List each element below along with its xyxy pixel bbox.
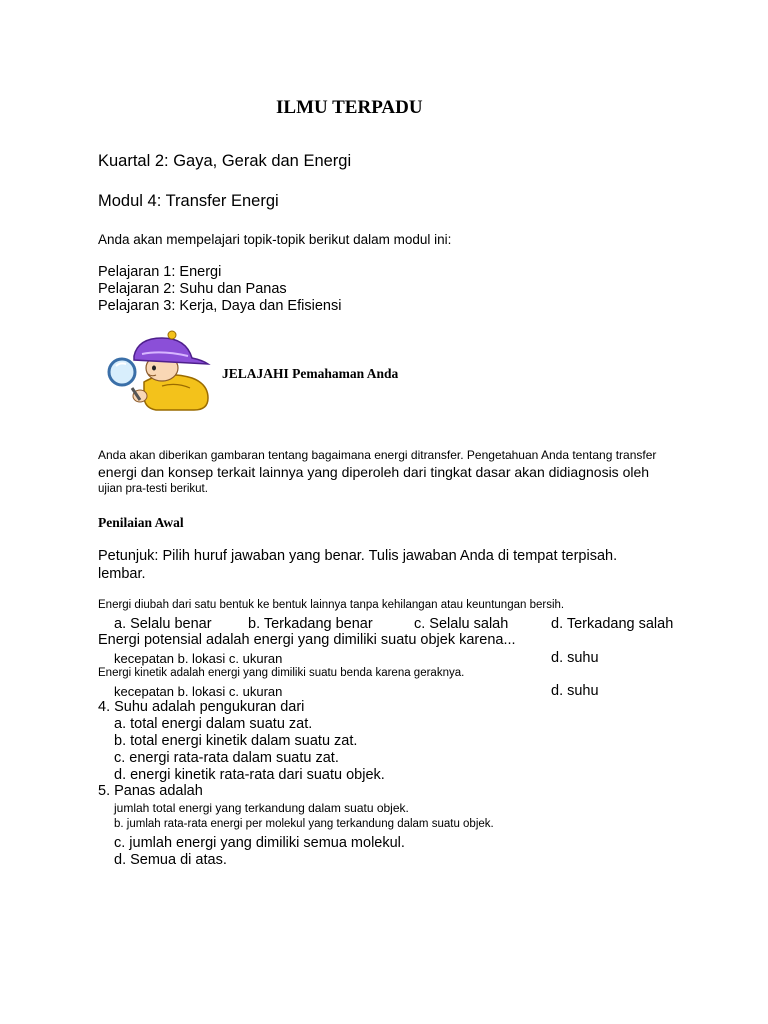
- option-a: a. total energi dalam suatu zat.: [114, 716, 313, 732]
- option-d: d. energi kinetik rata-rata dari suatu objek.: [114, 767, 385, 783]
- explore-heading: JELAJAHI Pemahaman Anda: [222, 366, 399, 381]
- document-title: ILMU TERPADU: [276, 97, 423, 118]
- option-d: d. suhu: [551, 683, 599, 699]
- lesson-item: Pelajaran 2: Suhu dan Panas: [98, 281, 287, 297]
- option-c: c. jumlah energi yang dimiliki semua molekul.: [114, 835, 405, 851]
- question-text: 4. Suhu adalah pengukuran dari: [98, 699, 305, 715]
- option-c: c. Selalu salah: [414, 616, 509, 632]
- option-b: b. total energi kinetik dalam suatu zat.: [114, 733, 358, 749]
- description-line: energi dan konsep terkait lainnya yang diperoleh dari tingkat dasar akan didiagnosis oleh: [98, 464, 650, 480]
- instructions-line: lembar.: [98, 566, 146, 582]
- question-text: Energi diubah dari satu bentuk ke bentuk lainnya tanpa kehilangan atau keuntungan bersih.: [98, 599, 565, 611]
- option-a: a. Selalu benar: [114, 616, 212, 632]
- module-heading: Modul 4: Transfer Energi: [98, 192, 279, 210]
- option-d: d. Semua di atas.: [114, 852, 227, 868]
- description-line: Anda akan diberikan gambaran tentang bagaimana energi ditransfer. Pengetahuan Anda tentang transfer: [98, 448, 657, 462]
- instructions-line: Petunjuk: Pilih huruf jawaban yang benar. Tulis jawaban Anda di tempat terpisah.: [98, 548, 618, 564]
- option-b: b. jumlah rata-rata energi per molekul yang terkandung dalam suatu objek.: [114, 818, 494, 830]
- options-abc: kecepatan b. lokasi c. ukuran: [114, 651, 283, 666]
- lesson-item: Pelajaran 3: Kerja, Daya dan Efisiensi: [98, 298, 342, 314]
- lesson-item: Pelajaran 1: Energi: [98, 264, 222, 280]
- option-c: c. energi rata-rata dalam suatu zat.: [114, 750, 339, 766]
- option-a: jumlah total energi yang terkandung dalam suatu objek.: [114, 801, 409, 815]
- question-text: Energi potensial adalah energi yang dimiliki suatu objek karena...: [98, 632, 516, 648]
- options-abc: kecepatan b. lokasi c. ukuran: [114, 684, 283, 699]
- description-line: ujian pra-testi berikut.: [98, 483, 208, 495]
- assessment-heading: Penilaian Awal: [98, 515, 184, 530]
- detective-magnifier-icon: [104, 330, 216, 412]
- intro-text: Anda akan mempelajari topik-topik berikut dalam modul ini:: [98, 232, 452, 247]
- quarter-heading: Kuartal 2: Gaya, Gerak dan Energi: [98, 152, 352, 170]
- option-d: d. suhu: [551, 650, 599, 666]
- option-b: b. Terkadang benar: [248, 616, 373, 632]
- question-text: Energi kinetik adalah energi yang dimiliki suatu benda karena geraknya.: [98, 667, 465, 679]
- option-d: d. Terkadang salah: [551, 616, 674, 632]
- question-text: 5. Panas adalah: [98, 783, 203, 799]
